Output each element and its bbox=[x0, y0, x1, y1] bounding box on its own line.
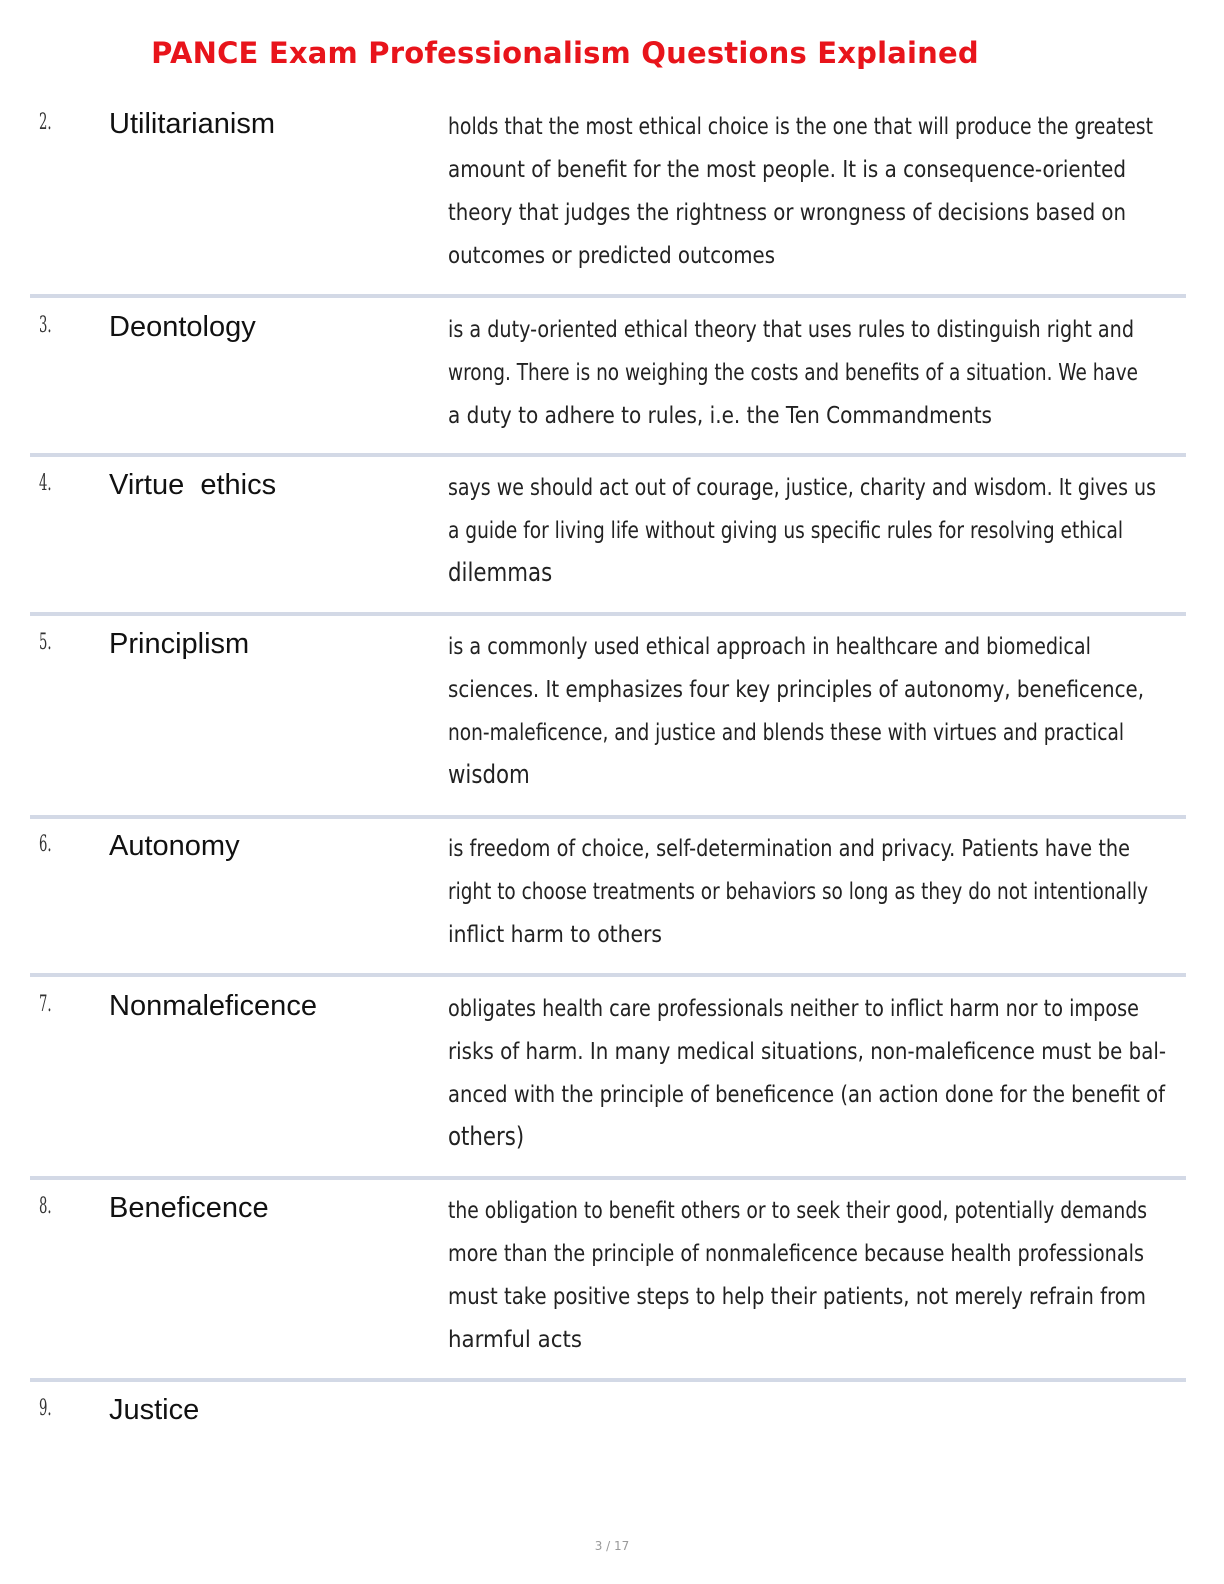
divider bbox=[30, 453, 1186, 457]
definition-line: amount of benefit for the most people. It is a consequence-oriented bbox=[448, 155, 1126, 183]
entry-definition bbox=[448, 466, 1168, 595]
entry-term: Utilitarianism bbox=[109, 108, 275, 140]
entry-term: Principlism bbox=[109, 628, 250, 660]
divider bbox=[30, 1176, 1186, 1180]
divider bbox=[30, 815, 1186, 819]
entry-term: Beneficence bbox=[109, 1192, 269, 1224]
entry-number: 6. bbox=[39, 832, 52, 857]
definition-line: more than the principle of nonmaleficence because health professionals bbox=[448, 1239, 1144, 1267]
divider bbox=[30, 612, 1186, 616]
divider bbox=[30, 1378, 1186, 1382]
entry-term: Deontology bbox=[109, 311, 256, 343]
entry-number: 9. bbox=[39, 1396, 52, 1421]
entry-definition bbox=[448, 105, 1168, 277]
page-indicator: 3 / 17 bbox=[594, 1539, 630, 1553]
entry-definition bbox=[448, 827, 1168, 956]
definition-line: right to choose treatments or behaviors so long as they do not intentionally bbox=[448, 877, 1148, 905]
entry-definition bbox=[448, 1189, 1168, 1361]
definition-line: the obligation to benefit others or to seek their good, potentially demands bbox=[448, 1196, 1147, 1224]
definition-line: is freedom of choice, self-determination and privacy. Patients have the bbox=[448, 834, 1130, 862]
entry-definition bbox=[448, 308, 1168, 437]
definition-line: obligates health care professionals neither to inflict harm nor to impose bbox=[448, 994, 1139, 1022]
entry-number: 8. bbox=[39, 1194, 52, 1219]
entry-term: Autonomy bbox=[109, 830, 240, 862]
document-title: PANCE Exam Professionalism Questions Explained bbox=[151, 36, 979, 70]
definition-line: is a commonly used ethical approach in healthcare and biomedical bbox=[448, 632, 1091, 660]
entry-number: 5. bbox=[39, 630, 52, 655]
definition-line: anced with the principle of beneficence (an action done for the benefit of bbox=[448, 1080, 1165, 1108]
definition-line: a duty to adhere to rules, i.e. the Ten Commandments bbox=[448, 401, 992, 429]
definition-line: wisdom bbox=[448, 760, 530, 790]
entry-definition bbox=[448, 625, 1168, 797]
definition-line: dilemmas bbox=[448, 558, 553, 588]
definition-line: non-maleficence, and justice and blends these with virtues and practical bbox=[448, 718, 1124, 746]
definition-line: outcomes or predicted outcomes bbox=[448, 241, 775, 269]
definition-line: must take positive steps to help their patients, not merely refrain from bbox=[448, 1282, 1146, 1310]
definition-line: harmful acts bbox=[448, 1325, 582, 1353]
definition-line: risks of harm. In many medical situations, non-maleficence must be bal- bbox=[448, 1037, 1166, 1065]
entry-number: 4. bbox=[39, 471, 52, 496]
definition-line: inflict harm to others bbox=[448, 920, 662, 948]
definition-line: says we should act out of courage, justice, charity and wisdom. It gives us bbox=[448, 473, 1156, 501]
entry-number: 7. bbox=[39, 992, 52, 1017]
definition-line: is a duty-oriented ethical theory that uses rules to distinguish right and bbox=[448, 315, 1134, 343]
definition-line: a guide for living life without giving us specific rules for resolving ethical bbox=[448, 516, 1123, 544]
entry-term: Nonmaleficence bbox=[109, 990, 317, 1022]
definition-line: sciences. It emphasizes four key principles of autonomy, beneficence, bbox=[448, 675, 1144, 703]
definition-line: wrong. There is no weighing the costs and benefits of a situation. We have bbox=[448, 358, 1138, 386]
entry-term: Virtue ethics bbox=[109, 469, 277, 501]
entry-number: 3. bbox=[39, 313, 52, 338]
divider bbox=[30, 973, 1186, 977]
divider bbox=[30, 294, 1186, 298]
definition-line: holds that the most ethical choice is the one that will produce the greatest bbox=[448, 112, 1153, 140]
definition-line: others) bbox=[448, 1122, 525, 1152]
definition-line: theory that judges the rightness or wrongness of decisions based on bbox=[448, 198, 1126, 226]
entry-number: 2. bbox=[39, 110, 52, 135]
entry-definition bbox=[448, 987, 1168, 1159]
entry-term: Justice bbox=[109, 1394, 200, 1426]
